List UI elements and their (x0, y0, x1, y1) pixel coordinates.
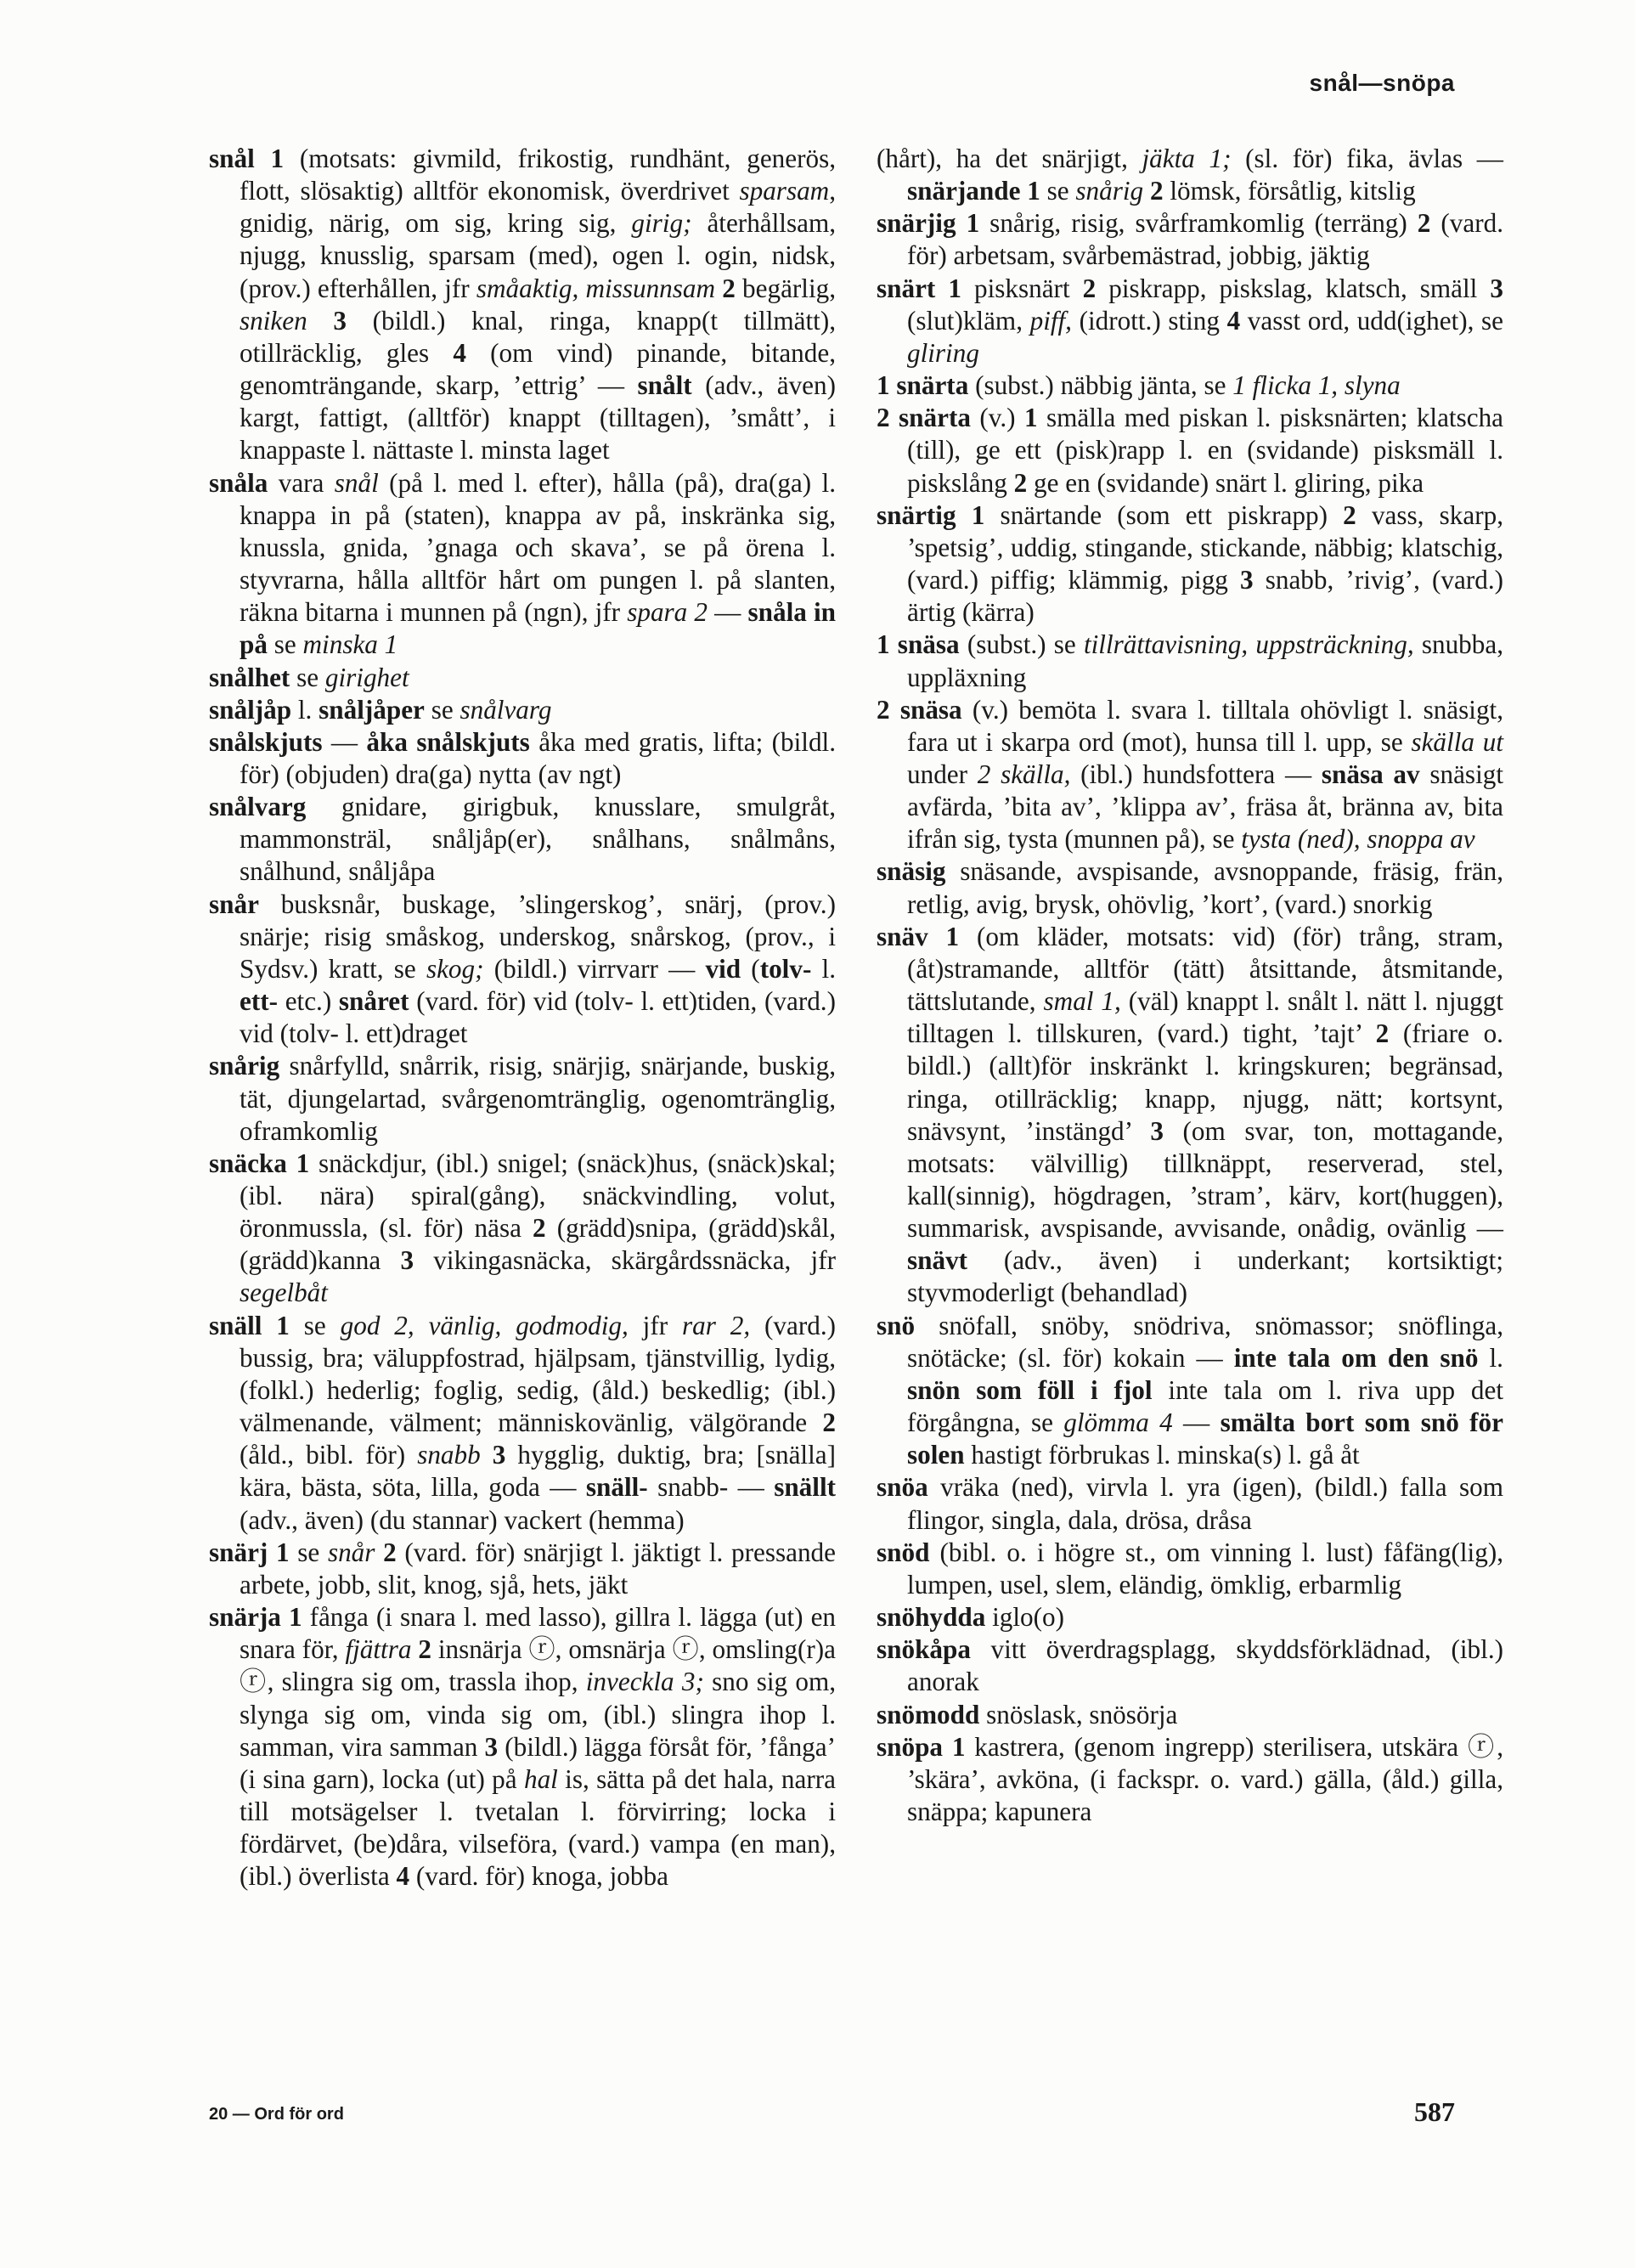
entry-bold-text: 1 (1023, 403, 1038, 433)
entry-text: vass, skarp, ’spetsig’, uddig, stingande, stickande, näbbig; klatschig, (vard.) piffig; klämmig, pigg (907, 499, 1504, 595)
entry-bold-text: 2 (1343, 499, 1356, 530)
entry-text: snäsande, avspisande, avsnoppande, fräsig, frän, retlig, avig, brysk, ohövlig, ’kort’, (vard.) snorkig (907, 856, 1503, 919)
dictionary-entry (877, 1633, 1503, 1698)
dictionary-entry (209, 1537, 836, 1601)
entry-bold-text: 2 (822, 1408, 836, 1438)
entry-text: kastrera, (genom ingrepp) sterilisera, utskära ⓡ, ’skära’, avköna, (i fackspr. o. vard.) gälla, (åld.) gilla, snäppa; kapunera (907, 1731, 1503, 1826)
entry-text (1143, 176, 1150, 206)
entry-text: vitt överdragsplagg, skyddsförklädnad, (ibl.) anorak (907, 1634, 1503, 1697)
entry-text: snärtande (som ett piskrapp) (984, 499, 1344, 530)
entry-text: (åld., bibl. för) (240, 1440, 418, 1470)
entry-italic-text: smal 1, (1043, 986, 1121, 1017)
dictionary-entry (877, 207, 1503, 272)
entry-text: l. (1478, 1342, 1503, 1373)
entry-bold-text: 2 (1013, 467, 1028, 498)
entry-text: (grädd)snipa, (grädd)skål, (grädd)kanna (240, 1213, 836, 1276)
entry-bold-text: snärj (209, 1537, 268, 1567)
entry-bold-text: 3 (484, 1731, 499, 1762)
entry-bold-text: snåljåp (209, 694, 292, 725)
entry-bold-text: snåla (209, 467, 268, 498)
entry-text: (vard.) bussig, bra; väluppfostrad, hjälpsam, tjänstvillig, lydig, (folkl.) hederlig; foglig, sedig, (åld.) beskedlig; (ibl.) välmenande, välment; människovänlig, välgörande (240, 1310, 837, 1438)
dictionary-entry (209, 662, 836, 694)
entry-bold-text: 2 (533, 1213, 546, 1244)
dictionary-entry (877, 694, 1503, 856)
entry-bold-text: snöd (877, 1537, 930, 1567)
dictionary-entry (209, 726, 836, 791)
dictionary-entry (877, 1731, 1503, 1828)
entry-italic-text: skog; (426, 953, 484, 984)
entry-text: (ibl.) hundsfottera — (1070, 759, 1322, 789)
entry-bold-text: 2 snäsa (877, 694, 962, 725)
entry-text: l. (811, 953, 836, 984)
entry-text: — (708, 597, 748, 628)
dictionary-entry (877, 273, 1503, 370)
footer-source: 20 — Ord för ord (209, 2105, 344, 2124)
entry-text (281, 1602, 289, 1632)
entry-bold-text: snålskjuts (209, 726, 323, 757)
entry-bold-text: 3 (492, 1440, 506, 1470)
entry-text (287, 1148, 296, 1178)
entry-text (715, 274, 722, 303)
entry-italic-text: snabb (417, 1440, 481, 1470)
entry-text: vräka (ned), virvla l. yra (igen), (bildl.) falla som flingor, singla, dala, drösa, dråsa (907, 1472, 1503, 1535)
entry-text: (hårt), ha det snärjigt, (877, 144, 1142, 173)
entry-italic-text: minska 1 (302, 629, 398, 660)
entry-text: (subst.) se (959, 629, 1084, 660)
entry-text: vikingasnäcka, skärgårdssnäcka, jfr (414, 1245, 836, 1276)
entry-bold-text: 4 (453, 337, 466, 368)
entry-italic-text: snål (334, 467, 379, 498)
entry-text (928, 922, 946, 951)
right-column (877, 143, 1503, 1828)
entry-italic-text: hal (523, 1763, 558, 1794)
entry-text: snabb, ’rivig’, (vard.) ärtig (kärra) (907, 565, 1504, 628)
entry-italic-text: jäkta 1; (1142, 144, 1232, 173)
entry-text: (vard. för) arbetsam, svårbemästrad, jobbig, jäktig (907, 208, 1503, 271)
entry-text: (subst.) näbbig jänta, se (968, 370, 1233, 401)
entry-text: se (290, 662, 325, 692)
entry-text (268, 1537, 276, 1567)
entry-bold-text: snökåpa (877, 1634, 971, 1665)
dictionary-entry (877, 143, 1503, 207)
entry-bold-text: snömodd (877, 1699, 980, 1729)
dictionary-entry (877, 1699, 1503, 1731)
entry-bold-text: 4 (396, 1861, 410, 1892)
entry-text: (vard. för) vid (tolv- l. ett)tiden, (vard.) vid (tolv- l. ett)draget (240, 986, 836, 1049)
dictionary-entry (877, 1537, 1503, 1601)
entry-text: (vard. för) snärjigt l. jäktigt l. pressande arbete, jobb, slit, knog, sjå, hets, jäkt (240, 1537, 836, 1599)
entry-italic-text: 1 flicka 1, slyna (1232, 370, 1401, 401)
entry-bold-text: 1 (276, 1310, 290, 1340)
entry-text: ( (741, 953, 760, 984)
dictionary-entry (209, 791, 836, 888)
entry-text (481, 1440, 493, 1470)
entry-bold-text: snäll- (585, 1472, 648, 1503)
entry-text: begärlig, (735, 273, 837, 303)
entry-italic-text: tillrättavisning, uppsträckning, (1083, 629, 1414, 660)
entry-bold-text: 2 (1375, 1018, 1390, 1049)
entry-text: (bildl.) virrvarr — (483, 953, 706, 984)
dictionary-entry (877, 370, 1503, 402)
entry-bold-text: snäcka (209, 1148, 287, 1178)
entry-bold-text: snö (877, 1310, 916, 1340)
entry-italic-text: skälla ut (1411, 726, 1503, 757)
entry-text: (bildl.) knal, ringa, knapp(t tillmätt), otillräcklig, gles (240, 305, 837, 368)
entry-bold-text: vid (705, 953, 741, 984)
entry-bold-text: snöpa (877, 1731, 944, 1762)
dictionary-entry (877, 921, 1503, 1310)
dictionary-entry (877, 1310, 1503, 1472)
entry-bold-text: 3 (333, 305, 347, 336)
entry-bold-text: snärtig (877, 499, 956, 530)
entry-bold-text: 1 snärta (877, 370, 969, 401)
entry-bold-text: 3 (1490, 273, 1503, 303)
dictionary-entry (877, 1471, 1503, 1536)
entry-bold-text: 2 (1417, 208, 1431, 239)
entry-italic-text: 2 skälla, (977, 759, 1071, 789)
dictionary-entry (209, 1050, 836, 1147)
entry-text: ge en (svidande) snärt l. gliring, pika (1027, 467, 1424, 498)
entry-bold-text: 1 (1027, 176, 1040, 206)
entry-text (307, 306, 334, 336)
entry-text: (v.) bemöta l. svara l. tilltala ohövligt l. snäsigt, fara ut i skarpa ord (mot), hunsa till l. upp, se (907, 694, 1504, 757)
entry-italic-text: spara 2 (627, 597, 708, 628)
dictionary-entry (877, 1601, 1503, 1633)
entry-bold-text: snäll (209, 1310, 262, 1340)
entry-text: insnärja ⓡ, omsnärja ⓡ, omsling(r)a ⓡ, slingra sig om, trassla ihop, (240, 1634, 836, 1697)
entry-bold-text: ett- (240, 986, 278, 1017)
entry-bold-text: 1 (296, 1148, 310, 1178)
entry-bold-text: 2 (722, 273, 736, 303)
entry-text: smälla med piskan l. pisksnärten; klatscha (till), ge ett (pisk)rapp l. en (svidande) pisksmäll l. piskslång (907, 403, 1504, 498)
entry-text: se (424, 694, 460, 725)
entry-italic-text: rar 2, (681, 1310, 751, 1340)
entry-bold-text: snåret (338, 986, 409, 1017)
entry-text: pisksnärt (961, 273, 1083, 303)
entry-bold-text: snön som föll i fjol (907, 1374, 1153, 1405)
entry-bold-text: 1 snäsa (877, 629, 960, 660)
entry-italic-text: småaktig, missunnsam (476, 273, 716, 303)
entry-text: snabb- — (647, 1472, 775, 1503)
entry-bold-text: snåla in på (240, 597, 836, 660)
entry-bold-text: snåljåper (319, 694, 425, 725)
entry-bold-text: 1 (948, 273, 961, 303)
entry-bold-text: 2 (1082, 273, 1097, 303)
dictionary-entry (209, 1310, 836, 1537)
entry-text: (om svar, ton, mottagande, motsats: välvillig) tillknäppt, reserverad, stel, kall(sinnig), högdragen, ’stram’, kärv, kort(huggen), summarisk, avspisande, avvisande, onådig, ovänlig — (907, 1115, 1504, 1244)
entry-text: snårfylld, snårrik, risig, snärjig, snärjande, buskig, tät, djungelartad, svårgenomtränglig, ogenomtränglig, oframkomlig (240, 1051, 836, 1146)
entry-bold-text: snärt (877, 273, 936, 303)
entry-text (375, 1537, 383, 1567)
entry-bold-text: 1 (288, 1602, 302, 1633)
entry-italic-text: snålvarg (459, 694, 552, 725)
entry-text: hastigt förbrukas l. minska(s) l. gå åt (964, 1440, 1360, 1470)
entry-italic-text: sniken (240, 305, 307, 336)
entry-bold-text: 2 (1149, 176, 1164, 206)
left-column (209, 143, 836, 1893)
page-number: 587 (1414, 2096, 1455, 2127)
dictionary-entry (209, 143, 836, 467)
entry-text: snöfall, snöby, snödriva, snömassor; snöflinga, snötäcke; (sl. för) kokain — (907, 1310, 1503, 1373)
entry-text: (väl) knappt l. snålt l. nätt l. njuggt tilltagen l. tillskuren, (vard.) tight, ’tajt’ (907, 986, 1504, 1049)
entry-text: lömsk, försåtlig, kitslig (1163, 176, 1416, 206)
entry-text: gnidare, girigbuk, knusslare, smulgråt, mammonsträl, snåljåp(er), snålhans, snålmåns, snålhund, snåljåpa (240, 792, 836, 887)
dictionary-entry (209, 694, 836, 726)
entry-text: is, sätta på det hala, narra till motsägelser l. tvetalan l. förvirring; locka i fördärvet, (be)dåra, vilseföra, (vard.) vampa (en man), (ibl.) överlista (240, 1763, 836, 1892)
entry-bold-text: 3 (1150, 1115, 1164, 1146)
entry-bold-text: snår (209, 889, 259, 919)
entry-text: (bildl.) lägga försåt för, ’fånga’ (i sina garn), locka (ut) på (240, 1731, 836, 1794)
entry-italic-text: piff, (1029, 305, 1072, 336)
entry-text: under (907, 759, 978, 789)
entry-bold-text: snäsa av (1321, 759, 1420, 789)
entry-italic-text: sparsam (739, 176, 830, 206)
entry-text: (friare o. bildl.) (allt)för inskränkt l. kringskuren; begränsad, ringa, otillräcklig; knapp, njugg, nätt; kortsynt, snävsynt, ’instängd’ (907, 1018, 1503, 1146)
entry-text: se (1040, 176, 1076, 206)
entry-text: etc.) (278, 986, 339, 1017)
entry-bold-text: snålhet (209, 662, 290, 692)
entry-text (255, 144, 271, 173)
entry-italic-text: snårig (1075, 176, 1144, 206)
entry-italic-text: girig; (631, 208, 692, 239)
entry-bold-text: snål (209, 144, 255, 173)
entry-bold-text: 1 (276, 1537, 290, 1567)
entry-bold-text: snärjande (907, 176, 1021, 206)
entry-text: (om kläder, motsats: vid) (för) trång, stram, (åt)stramande, alltför (tätt) åtsittande, åtsmitande, tättslutande, (907, 921, 1503, 1017)
entry-text (956, 500, 972, 530)
entry-bold-text: snäsig (877, 856, 946, 887)
entry-bold-text: snärja (209, 1602, 281, 1633)
entry-text: iglo(o) (985, 1602, 1064, 1633)
entry-bold-text: 3 (1240, 565, 1254, 595)
entry-text: snöslask, snösörja (979, 1699, 1178, 1729)
entry-text: (slut)kläm, (907, 305, 1030, 336)
entry-bold-text: 1 (945, 921, 960, 951)
dictionary-entry (877, 402, 1503, 499)
entry-text: snubba, uppläxning (907, 629, 1503, 692)
entry-bold-text: snävt (907, 1245, 968, 1276)
entry-text: busksnår, buskage, ’slingerskog’, snärj, (prov.) snärje; risig småskog, underskog, snårskog, (prov., i Sydsv.) kratt, se (240, 889, 836, 984)
entry-text: (adv., även) (du stannar) vackert (hemma) (240, 1504, 685, 1535)
entry-italic-text: gliring (907, 337, 979, 368)
entry-text: se (267, 629, 303, 660)
dictionary-entry (209, 1148, 836, 1310)
entry-italic-text: tysta (ned), snoppa av (1241, 824, 1475, 855)
entry-text: åka med gratis, lifta; (bildl. för) (objuden) dra(ga) nytta (av ngt) (240, 726, 836, 789)
entry-text: se (289, 1310, 341, 1340)
entry-bold-text: smälta bort som snö för solen (907, 1408, 1503, 1470)
entry-bold-text: 1 (951, 1731, 966, 1762)
entry-text: fånga (i snara l. med lasso), gillra l. lägga (ut) en snara för, (240, 1602, 837, 1665)
entry-bold-text: 2 (418, 1634, 431, 1665)
entry-text: (adv., även) i underkant; kortsiktigt; styvmoderligt (behandlad) (907, 1245, 1503, 1308)
entry-bold-text: 2 snärta (877, 403, 971, 433)
entry-text: (idrott.) sting (1071, 305, 1227, 336)
entry-bold-text: 4 (1226, 305, 1241, 336)
entry-text: (v.) (970, 403, 1024, 433)
entry-text: snäsigt avfärda, ’bita av’, ’klippa av’, fräsa åt, bränna av, bita ifrån sig, tysta (munnen på), se (907, 759, 1503, 855)
entry-text: piskrapp, piskslag, klatsch, smäll (1096, 273, 1491, 303)
entry-italic-text: god 2, vänlig, godmodig, (340, 1310, 629, 1340)
entry-italic-text: girighet (324, 662, 409, 692)
entry-bold-text: tolv- (759, 953, 812, 984)
entry-bold-text: snällt (774, 1472, 836, 1503)
entry-text: l. (291, 694, 319, 725)
entry-text: snäckdjur, (ibl.) snigel; (snäck)hus, (snäck)skal; (ibl. nära) spiral(gång), snäckvindling, volut, öronmussla, (sl. för) näsa (240, 1148, 836, 1244)
entry-bold-text: 3 (400, 1245, 414, 1276)
entry-text: , gnidig, närig, om sig, kring sig, (240, 176, 836, 239)
entry-bold-text: 1 (270, 144, 285, 173)
dictionary-entry (877, 629, 1503, 693)
entry-italic-text: inveckla 3; (585, 1667, 704, 1697)
entry-bold-text: snöhydda (877, 1602, 986, 1633)
entry-text: (sl. för) fika, ävlas — (1231, 144, 1503, 173)
entry-text: inte tala om l. riva upp det förgångna, se (907, 1374, 1504, 1438)
entry-text: vara (268, 467, 335, 498)
entry-text: hygglig, duktig, bra; [snälla] kära, bästa, söta, lilla, goda — (240, 1440, 836, 1503)
entry-text: (bibl. o. i högre st., om vinning l. lust) fåfäng(lig), lumpen, usel, slem, eländig, ömklig, erbarmlig (907, 1537, 1503, 1599)
entry-text (262, 1311, 276, 1340)
entry-text (943, 1732, 952, 1762)
entry-text: (på l. med l. efter), hålla (på), dra(ga) l. knappa in på (staten), knappa av på, inskränka sig, knussla, gnida, ’gnaga och skava’, se på örena l. styvrarna, hålla alltför hårt om pungen l. på slanten, räkna bitarna i munnen på (ngn), jfr (240, 467, 836, 628)
entry-text: vasst ord, udd(ighet), se (1240, 305, 1503, 336)
entry-text: återhållsam, njugg, knusslig, sparsam (med), ogen l. ogin, nidsk, (prov.) efterhållen, jfr (240, 208, 836, 303)
entry-bold-text: snålt (637, 370, 692, 401)
dictionary-entry (209, 467, 836, 662)
dictionary-entry (209, 889, 836, 1051)
entry-text: se (289, 1537, 328, 1567)
entry-bold-text: 1 (966, 208, 980, 239)
entry-italic-text: segelbåt (240, 1278, 328, 1308)
dictionary-entry (209, 1601, 836, 1893)
entry-bold-text: snårig (209, 1051, 280, 1081)
entry-text: sno sig om, slynga sig om, vinda sig om, (ibl.) slingra ihop l. samman, vira samman (240, 1667, 836, 1762)
entry-text: — (322, 726, 367, 757)
dictionary-entry (877, 855, 1503, 920)
entry-bold-text: snärjig (877, 208, 956, 239)
entry-text (956, 208, 967, 238)
entry-bold-text: 1 (971, 499, 985, 530)
entry-text: jfr (628, 1310, 682, 1340)
entry-bold-text: 2 (383, 1537, 397, 1567)
entry-text: snårig, risig, svårframkomlig (terräng) (979, 208, 1418, 239)
entry-text: (om vind) pinande, bitande, genomträngande, skarp, ’ettrig’ — (240, 337, 836, 401)
entry-bold-text: snäv (877, 921, 928, 951)
entry-italic-text: fjättra (345, 1634, 412, 1665)
entry-text: (motsats: givmild, frikostig, rundhänt, generös, flott, slösaktig) alltför ekonomisk, överdrivet (240, 144, 837, 206)
entry-italic-text: snår (327, 1537, 375, 1567)
entry-bold-text: inte tala om den snö (1233, 1342, 1479, 1373)
dictionary-entry (877, 499, 1503, 629)
running-head: snål—snöpa (1309, 70, 1455, 96)
entry-bold-text: snålvarg (209, 792, 307, 822)
entry-text (935, 274, 948, 303)
entry-bold-text: åka snålskjuts (366, 726, 530, 757)
entry-text: (adv., även) kargt, fattigt, (alltför) knappt (tilltagen), ’smått’, i knappaste l. nättaste l. minsta laget (240, 370, 836, 465)
entry-text: — (1172, 1408, 1221, 1438)
entry-text: (vard. för) knoga, jobba (409, 1861, 668, 1892)
entry-bold-text: snöa (877, 1472, 928, 1503)
entry-italic-text: glömma 4 (1063, 1408, 1173, 1438)
